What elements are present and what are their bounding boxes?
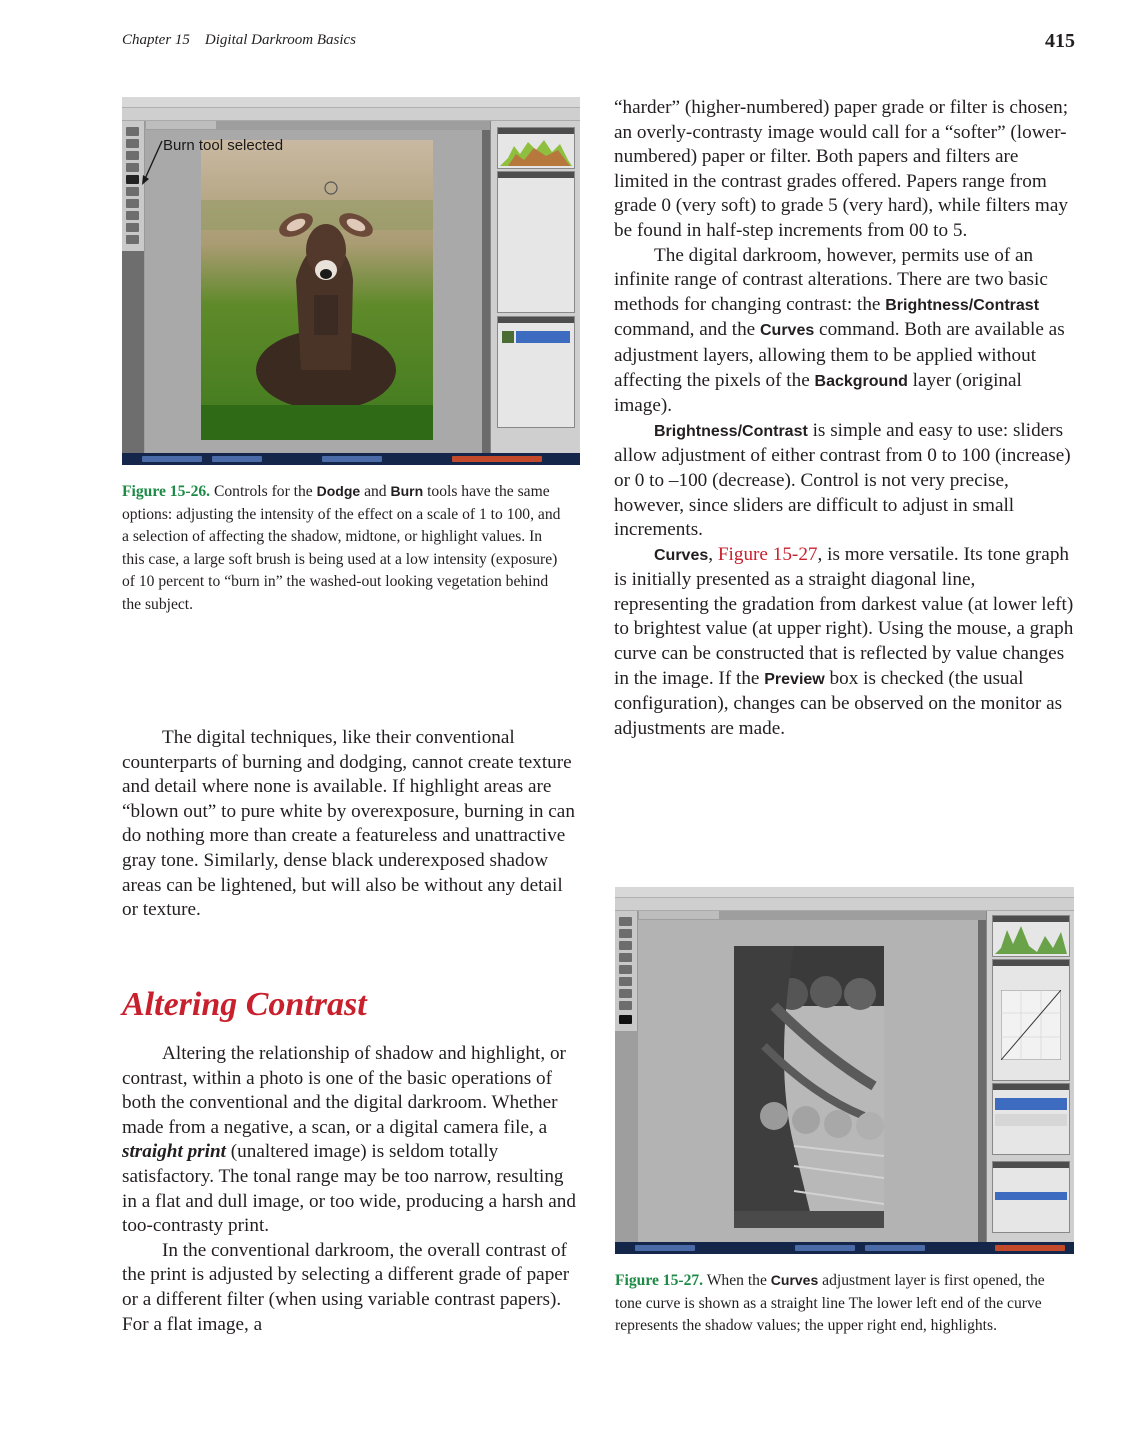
taskbar-item bbox=[995, 1245, 1065, 1251]
tool-icon bbox=[126, 163, 139, 172]
taskbar-item bbox=[142, 456, 202, 462]
color-swatch-icon bbox=[619, 1015, 632, 1024]
layer-row-selected bbox=[995, 1098, 1067, 1110]
body-paragraph: In the conventional darkroom, the overall contrast of the print is adjusted by selecting a different grade of paper or a different filter (when using variable contrast papers). For a flat image, a bbox=[122, 1239, 570, 1335]
panels-column bbox=[490, 121, 580, 453]
brightness-contrast-term: Brightness/Contrast bbox=[654, 422, 808, 440]
curves-adjustment-panel bbox=[992, 959, 1070, 1081]
figure-15-27-caption bbox=[615, 1269, 1065, 1338]
tool-presets-panel bbox=[497, 171, 575, 313]
body-paragraph bbox=[122, 1042, 582, 1239]
curves-graph bbox=[1001, 990, 1061, 1060]
curves-panel-header bbox=[993, 960, 1069, 966]
layers-panel bbox=[992, 1083, 1070, 1155]
histogram-panel bbox=[992, 915, 1070, 957]
figure-15-27-screenshot bbox=[615, 887, 1074, 1254]
paragraph-text: , is more versatile. Its tone graph is initially presented as a straight diagonal line, representing the gradation from darkest value (at lower left) to brightest value (at upper right). Using the mouse, a graph curve can be constructed that is reflected by value changes in the image. If the bbox=[614, 543, 1074, 689]
app-menubar bbox=[122, 97, 580, 108]
canvas-area bbox=[145, 130, 482, 453]
panels-column bbox=[986, 911, 1074, 1242]
taskbar-item bbox=[635, 1245, 695, 1251]
history-panel-header bbox=[993, 1162, 1069, 1168]
right-column bbox=[614, 96, 1074, 741]
tool-icon bbox=[619, 929, 632, 938]
page-number: 415 bbox=[1045, 30, 1075, 52]
document-tab bbox=[639, 911, 719, 919]
dodge-term: Dodge bbox=[316, 483, 361, 499]
preview-term: Preview bbox=[764, 670, 825, 688]
brightness-contrast-term: Brightness/Contrast bbox=[885, 296, 1040, 314]
figure-15-26-caption bbox=[122, 480, 568, 617]
tool-icon bbox=[619, 989, 632, 998]
paragraph-text: is simple and easy to use: sliders allow adjustment of either contrast from 0 to 100 (increase) or 0 to –100 (decrease). Control is not very precise, however, since sliders are difficult to adjust in small increments. bbox=[614, 419, 1071, 541]
taskbar-item bbox=[212, 456, 262, 462]
curves-term: Curves bbox=[760, 322, 815, 340]
tool-icon bbox=[619, 953, 632, 962]
layers-panel-header bbox=[993, 1084, 1069, 1090]
histogram-graph bbox=[498, 134, 574, 168]
canvas-scrollbar bbox=[978, 920, 986, 1242]
paragraph-text: The digital darkroom, however, permits use of an infinite range of contrast alterations. There are two basic methods for changing contrast: the bbox=[614, 244, 1048, 315]
paragraph-text: Altering the relationship of shadow and highlight, or contrast, within a photo is one of the basic operations of both the conventional and the digital darkroom. Whether made from a negative, a scan, or a digital camera file, a bbox=[122, 1043, 566, 1138]
taskbar-item bbox=[865, 1245, 925, 1251]
tool-icon bbox=[126, 139, 139, 148]
canvas-area bbox=[638, 920, 978, 1242]
body-paragraph bbox=[614, 419, 1074, 543]
paragraph-text: command. Both are available as adjustment layers, allowing them to be applied without affecting the pixels of the bbox=[614, 319, 1065, 391]
left-column-top bbox=[122, 726, 582, 923]
presets-panel-header bbox=[498, 172, 574, 178]
app-menubar bbox=[615, 887, 1074, 898]
tool-options-bar bbox=[122, 108, 580, 121]
tools-panel-filler bbox=[122, 251, 144, 453]
caption-text: tools have the same options: adjusting the intensity of the effect on a scale of 1 to 100, and a selection of affecting the shadow, midtone, or highlight values. In this case, a large soft brush is being used at a low intensity (exposure) of 10 percent to “burn in” the washed-out looking vegetation behind the subject. bbox=[122, 483, 561, 613]
bw-architecture-photo bbox=[734, 946, 884, 1228]
waterbuck-photo bbox=[201, 140, 433, 440]
history-row-selected bbox=[995, 1192, 1067, 1200]
left-column-bottom bbox=[122, 1042, 582, 1337]
os-taskbar bbox=[122, 453, 580, 465]
tool-icon bbox=[126, 127, 139, 136]
caption-text: and bbox=[360, 483, 391, 500]
body-paragraph bbox=[614, 543, 1074, 742]
caption-text: When the bbox=[703, 1272, 771, 1289]
running-header-chapter: Chapter 15 Digital Darkroom Basics bbox=[122, 32, 357, 48]
os-taskbar bbox=[615, 1242, 1074, 1254]
tool-icon bbox=[126, 151, 139, 160]
curves-term: Curves bbox=[654, 546, 709, 564]
tool-icon bbox=[619, 941, 632, 950]
layer-row bbox=[995, 1114, 1067, 1126]
figure-label: Figure 15-26. bbox=[122, 483, 211, 500]
section-heading: Altering Contrast bbox=[122, 986, 367, 1023]
paragraph-text: command, and the bbox=[614, 319, 760, 341]
tool-options-bar bbox=[615, 898, 1074, 911]
layers-panel-header bbox=[498, 317, 574, 323]
canvas-scrollbar bbox=[482, 130, 490, 453]
background-term: Background bbox=[814, 372, 908, 390]
caption-text: Controls for the bbox=[210, 483, 317, 500]
tool-icon bbox=[619, 965, 632, 974]
document-tab bbox=[146, 121, 216, 129]
histogram-panel bbox=[497, 127, 575, 169]
tool-icon bbox=[126, 187, 139, 196]
burn-tool-callout: Burn tool selected bbox=[163, 137, 284, 154]
tool-icon bbox=[619, 977, 632, 986]
tools-panel bbox=[615, 911, 638, 1031]
history-panel bbox=[992, 1161, 1070, 1233]
tool-icon bbox=[126, 211, 139, 220]
burn-tool-icon bbox=[126, 175, 139, 184]
body-paragraph: “harder” (higher-numbered) paper grade or filter is chosen; an overly-contrasty image would call for a “softer” (lower-numbered) paper or filter. Both papers and filters are limited in the contrast grades offered. Papers range from grade 0 (very soft) to grade 5 (very hard), while filters may be found in half-step increments from 00 to 5. bbox=[614, 97, 1069, 241]
taskbar-item bbox=[452, 456, 542, 462]
layer-thumbnail bbox=[502, 331, 514, 343]
straight-print-term: straight print bbox=[122, 1141, 226, 1163]
body-paragraph bbox=[614, 244, 1074, 419]
layers-panel bbox=[497, 316, 575, 428]
layer-row-selected bbox=[516, 331, 570, 343]
taskbar-item bbox=[795, 1245, 855, 1251]
figure-reference-link[interactable]: Figure 15-27 bbox=[717, 543, 818, 565]
taskbar-item bbox=[322, 456, 382, 462]
tool-icon bbox=[126, 235, 139, 244]
histogram-graph bbox=[993, 922, 1069, 956]
burn-term: Burn bbox=[390, 483, 424, 499]
body-paragraph: The digital techniques, like their conventional counterparts of burning and dodging, cannot create texture and detail where none is available. If highlight areas are “blown out” to pure white by overexposure, burning in can do nothing more than create a featureless and unattractive gray tone. Similarly, dense black underexposed shadow areas can be lightened, but will also be without any detail or texture. bbox=[122, 727, 575, 921]
paragraph-text: , bbox=[708, 543, 718, 565]
paragraph-text: (unaltered image) is seldom totally satisfactory. The tonal range may be too narrow, resulting in a flat and dull image, or too wide, producing a harsh and too-contrasty print. bbox=[122, 1141, 576, 1237]
tool-icon bbox=[126, 223, 139, 232]
paragraph-text: box is checked (the usual configuration), changes can be observed on the monitor as adjustments are made. bbox=[614, 667, 1063, 739]
figure-label: Figure 15-27. bbox=[615, 1272, 704, 1289]
tool-icon bbox=[619, 917, 632, 926]
paragraph-text: layer (original image). bbox=[614, 369, 1022, 417]
curves-term: Curves bbox=[770, 1272, 819, 1288]
tool-icon bbox=[619, 1001, 632, 1010]
tool-icon bbox=[126, 199, 139, 208]
caption-text: adjustment layer is first opened, the tone curve is shown as a straight line The lower left end of the curve represents the shadow values; the upper right end, highlights. bbox=[615, 1272, 1045, 1335]
